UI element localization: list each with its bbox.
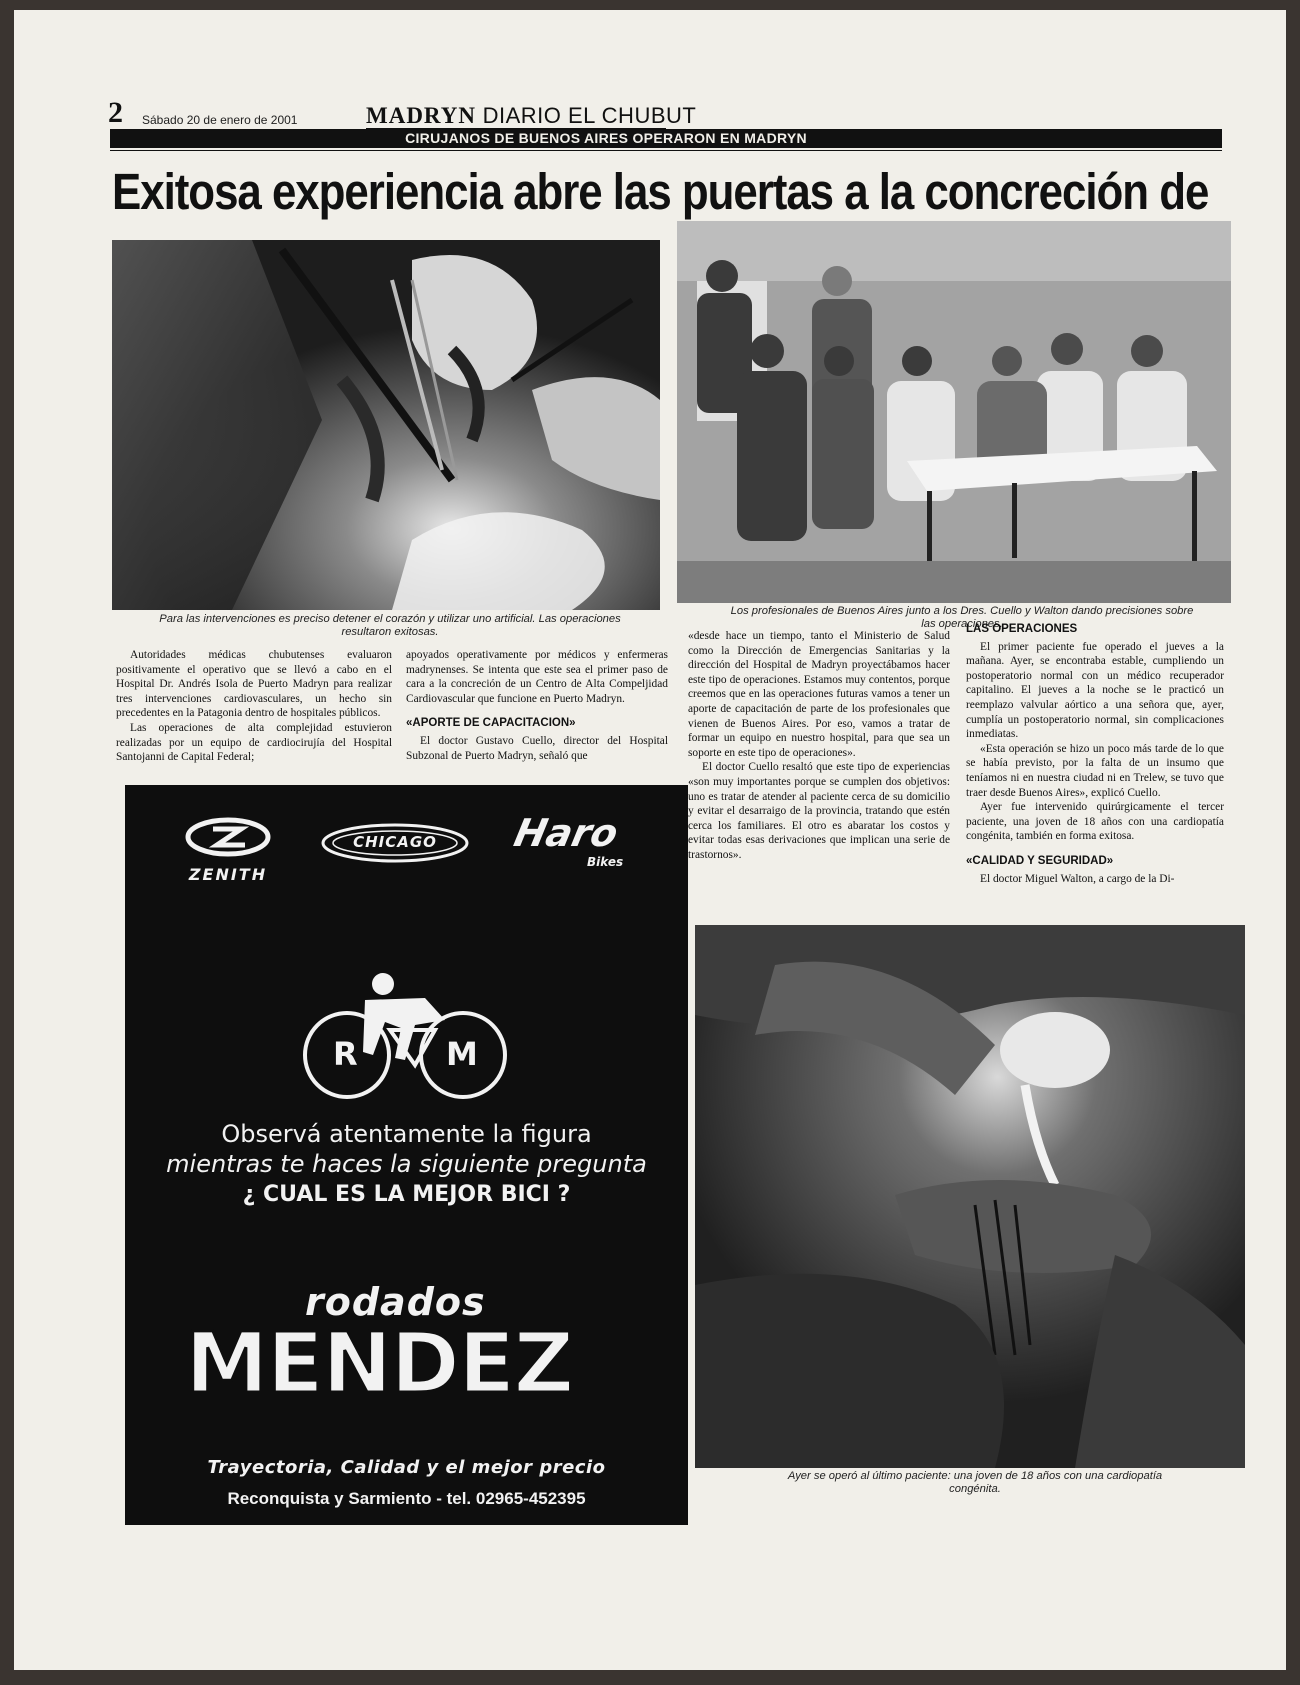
article-paragraph: apoyados operativamente por médicos y enfermeras madrynenses. Se intenta que este sea el primer paso de cara a la concreción de un Centro de Alta Compeljidad Cardiovascular que funcione en Puerto Madryn.: [406, 649, 668, 705]
ad-line-3: ¿ CUAL ES LA MEJOR BICI ?: [242, 1182, 571, 1207]
kicker-rule: [110, 150, 1222, 151]
kicker-text: CIRUJANOS DE BUENOS AIRES OPERARON EN MADRYN: [405, 130, 807, 146]
article-column-1: [116, 648, 392, 765]
article-paragraph: Autoridades médicas chubutenses evaluaron positivamente el operativo que se llevó a cabo en el Hospital Dr. Andrés Isola de Puerto Madryn para realizar tres intervenciones cardiovasculares, un hecho sin precedentes en la Patagonia dentro de hospitales públicos.: [116, 649, 392, 720]
article-column-3: [688, 629, 950, 863]
article-paragraph: El doctor Gustavo Cuello, director del Hospital Subzonal de Puerto Madryn, señaló que: [406, 734, 668, 762]
rm-cyclist-logo: [295, 970, 515, 1100]
last-patient-photo: [695, 925, 1245, 1468]
issue-date: Sábado 20 de enero de 2001: [142, 113, 298, 127]
rodados-mendez-logo: [185, 1280, 645, 1460]
subhead-aporte: «APORTE DE CAPACITACION»: [406, 717, 576, 730]
section-kicker: [110, 129, 1222, 148]
rm-logo-right-letter: M: [446, 1035, 478, 1073]
cyclist-icon: [295, 970, 515, 1100]
article-paragraph: El doctor Miguel Walton, a cargo de la Di-: [980, 872, 1175, 885]
ad-line-1: Observá atentamente la figura: [221, 1120, 592, 1148]
surgery-photo-caption: Para las intervenciones es preciso detener el corazón y utilizar uno artificial. Las operaciones resultaron exitosas.: [159, 613, 621, 638]
article-paragraph: Ayer fue intervenido quirúrgicamente el tercer paciente, una joven de 18 años con una cardiopatía congénita, también en forma exitosa.: [966, 801, 1224, 843]
zenith-emblem-icon: [173, 815, 283, 859]
article-paragraph: Las operaciones de alta complejidad estuvieron realizadas por un equipo de cardiocirujía del Hospital Santojanni de Capital Federal;: [116, 721, 392, 764]
ad-address: Reconquista y Sarmiento - tel. 02965-452395: [227, 1489, 586, 1508]
team-photo-caption: Los profesionales de Buenos Aires junto a los Dres. Cuello y Walton dando precisiones sobre las operaciones.: [730, 605, 1194, 630]
store-name-top: rodados: [305, 1280, 486, 1324]
masthead: [366, 103, 696, 129]
ad-slogan: Trayectoria, Calidad y el mejor precio: [207, 1457, 606, 1478]
bike-shop-advertisement: [125, 785, 688, 1525]
subhead-calidad: «CALIDAD Y SEGURIDAD»: [966, 854, 1114, 867]
last-patient-photo-caption: Ayer se operó al último paciente: una joven de 18 años con una cardiopatía congénita.: [787, 1470, 1163, 1495]
zenith-logo: [173, 815, 283, 895]
chicago-logo: [320, 823, 470, 883]
rm-logo-left-letter: R: [333, 1035, 358, 1073]
haro-wordmark: Haro: [510, 811, 622, 855]
article-column-2: [406, 648, 668, 763]
headline: Exitosa experiencia abre las puertas a la concreción de: [112, 163, 1209, 220]
article-paragraph: El primer paciente fue operado el jueves a la mañana. Ayer, se encontraba estable, cumpliendo un postoperatorio normal con un médico recuperador capitalino. El jueves a la noche se le practicó un reemplazo valvular aórtico a una señora que, ayer, cumplía un postoperatorio normal, sin complicaciones inmediatas.: [966, 640, 1224, 741]
page-number: 2: [108, 96, 123, 129]
article-column-4: [966, 622, 1224, 886]
haro-bikes-label: Bikes: [587, 855, 624, 869]
subhead-operaciones: LAS OPERACIONES: [966, 623, 1078, 635]
ad-line-2: mientras te haces la siguiente pregunta: [166, 1150, 647, 1178]
haro-logo: [510, 811, 645, 881]
article-paragraph: «desde hace un tiempo, tanto el Ministerio de Salud como la Dirección de Emergencias Sanitarias y la dirección del Hospital de Madryn proyectábamos hacer este tipo de operaciones. Estamos muy contentos, porque creemos que en las operaciones futuras vamos a tener un aporte de capacitación de parte de los profesionales que vienen de Buenos Aires. Por eso, vamos a tratar de formar un equipo en nuestro hospital, para que sea un soporte en este tipo de operaciones».: [688, 630, 950, 759]
masthead-bold: MADRYN: [366, 103, 476, 128]
masthead-rest: DIARIO EL CHUBUT: [475, 103, 697, 128]
team-photo: [677, 221, 1231, 603]
zenith-wordmark: ZENITH: [188, 865, 268, 884]
chicago-wordmark: CHICAGO: [353, 833, 437, 851]
article-paragraph: «Esta operación se hizo un poco más tarde de lo que se había previsto, por la falta de un insumo que teníamos ni en nuestra ciudad ni en Trelew, se tuvo que traer desde Buenos Aires», explicó Cuello.: [966, 742, 1224, 799]
store-name-main: MENDEZ: [185, 1314, 573, 1412]
article-paragraph: El doctor Cuello resaltó que este tipo de experiencias «son muy importantes porque se cumplen dos objetivos: uno es tratar de atender al paciente cerca de su domicilio y evitar el desarraigo de la provincia, tratando que estén cerca los familiares. El otro es abaratar los costos y evitar todas esas derivaciones que implican una serie de trastornos».: [688, 761, 950, 861]
surgery-photo: [112, 240, 660, 610]
